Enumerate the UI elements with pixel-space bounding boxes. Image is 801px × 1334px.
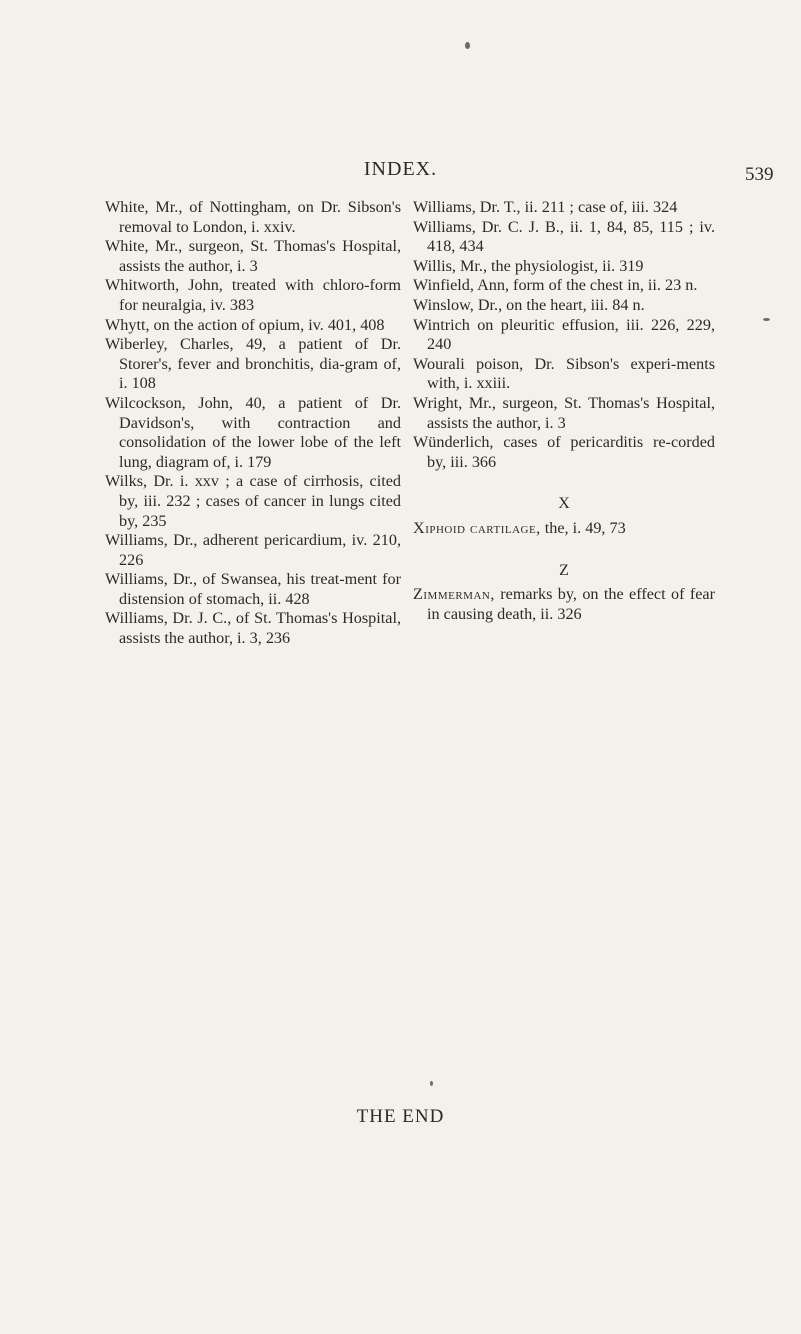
entry-rest: the, i. 49, 73 <box>540 518 626 537</box>
left-column <box>105 198 401 649</box>
index-entry: Wright, Mr., surgeon, St. Thomas's Hospital, assists the author, i. 3 <box>413 393 715 432</box>
paper-speck <box>430 1081 433 1086</box>
index-entry: Wünderlich, cases of pericarditis re-corded by, iii. 366 <box>413 433 715 471</box>
index-entry-xiphoid <box>413 519 715 539</box>
index-entry: Winfield, Ann, form of the chest in, ii. 23 n. <box>413 276 698 295</box>
index-entry: Willis, Mr., the physiologist, ii. 319 <box>413 256 644 275</box>
index-entry: Whytt, on the action of opium, iv. 401, 408 <box>105 315 385 334</box>
index-entry: White, Mr., of Nottingham, on Dr. Sibson's removal to London, i. xxiv. <box>105 198 401 236</box>
index-entry: Winslow, Dr., on the heart, iii. 84 n. <box>413 295 645 314</box>
index-entry: Williams, Dr. T., ii. 211 ; case of, iii. 324 <box>413 198 678 216</box>
right-column <box>413 198 715 624</box>
entry-rest: remarks by, on the effect of fear in causing death, ii. 326 <box>427 585 715 623</box>
index-entry: Wilcockson, John, 40, a patient of Dr. Davidson's, with contraction and consolidation of the lower lobe of the left lung, diagram of, i. 179 <box>105 393 401 471</box>
index-entry: Williams, Dr. J. C., of St. Thomas's Hospital, assists the author, i. 3, 236 <box>105 609 401 648</box>
index-entry: Wourali poison, Dr. Sibson's experi-ments with, i. xxiii. <box>413 354 715 393</box>
index-entry: Wilks, Dr. i. xxv ; a case of cirrhosis, cited by, iii. 232 ; cases of cancer in lungs cited by, 235 <box>105 472 401 530</box>
section-letter-x: X <box>558 495 570 513</box>
index-entry: Williams, Dr., of Swansea, his treat-ment for distension of stomach, ii. 428 <box>105 570 401 608</box>
index-title: INDEX. <box>363 158 438 180</box>
index-entry: Wiberley, Charles, 49, a patient of Dr. Storer's, fever and bronchitis, dia-gram of, i. 108 <box>105 335 401 393</box>
running-head <box>0 154 801 184</box>
section-letter-z: Z <box>559 561 569 579</box>
page-number: 539 <box>745 164 774 185</box>
paper-speck <box>763 318 770 321</box>
index-entry: Williams, Dr. C. J. B., ii. 1, 84, 85, 115 ; iv. 418, 434 <box>413 217 715 256</box>
paper-speck <box>465 42 470 49</box>
the-end: THE END <box>356 1106 445 1127</box>
index-entry: White, Mr., surgeon, St. Thomas's Hospital, assists the author, i. 3 <box>105 237 401 275</box>
entry-lead: Zimmerman, <box>413 585 495 604</box>
index-entry-zimmerman <box>413 585 715 624</box>
index-entry: Whitworth, John, treated with chloro-form for neuralgia, iv. 383 <box>105 276 401 314</box>
index-entry: Williams, Dr., adherent pericardium, iv. 210, 226 <box>105 531 401 569</box>
entry-lead: Xiphoid cartilage, <box>413 518 541 537</box>
index-entry: Wintrich on pleuritic effusion, iii. 226, 229, 240 <box>413 315 715 354</box>
